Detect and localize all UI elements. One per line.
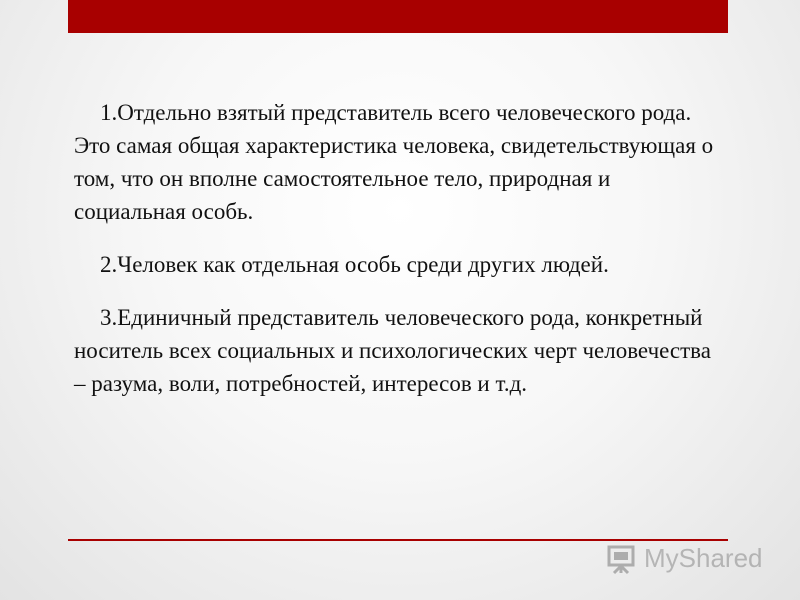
paragraph-definition-2: 2.Человек как отдельная особь среди других людей. [100, 252, 609, 277]
watermark-logo [606, 538, 763, 578]
top-accent-bar [68, 0, 728, 33]
presentation-board-icon [606, 541, 640, 575]
slide-body [74, 96, 726, 420]
paragraph-definition-1: 1.Отдельно взятый представитель всего человеческого рода. Это самая общая характеристика человека, свидетельствующая о том, что он вполне самостоятельное тело, природная и социальная особь. [74, 100, 714, 224]
watermark-text: MyShared [644, 542, 763, 573]
paragraph-definition-3: 3.Единичный представитель человеческого рода, конкретный носитель всех социальных и психологических черт человечества – разума, воли, потребностей, интересов и т.д. [74, 305, 711, 396]
